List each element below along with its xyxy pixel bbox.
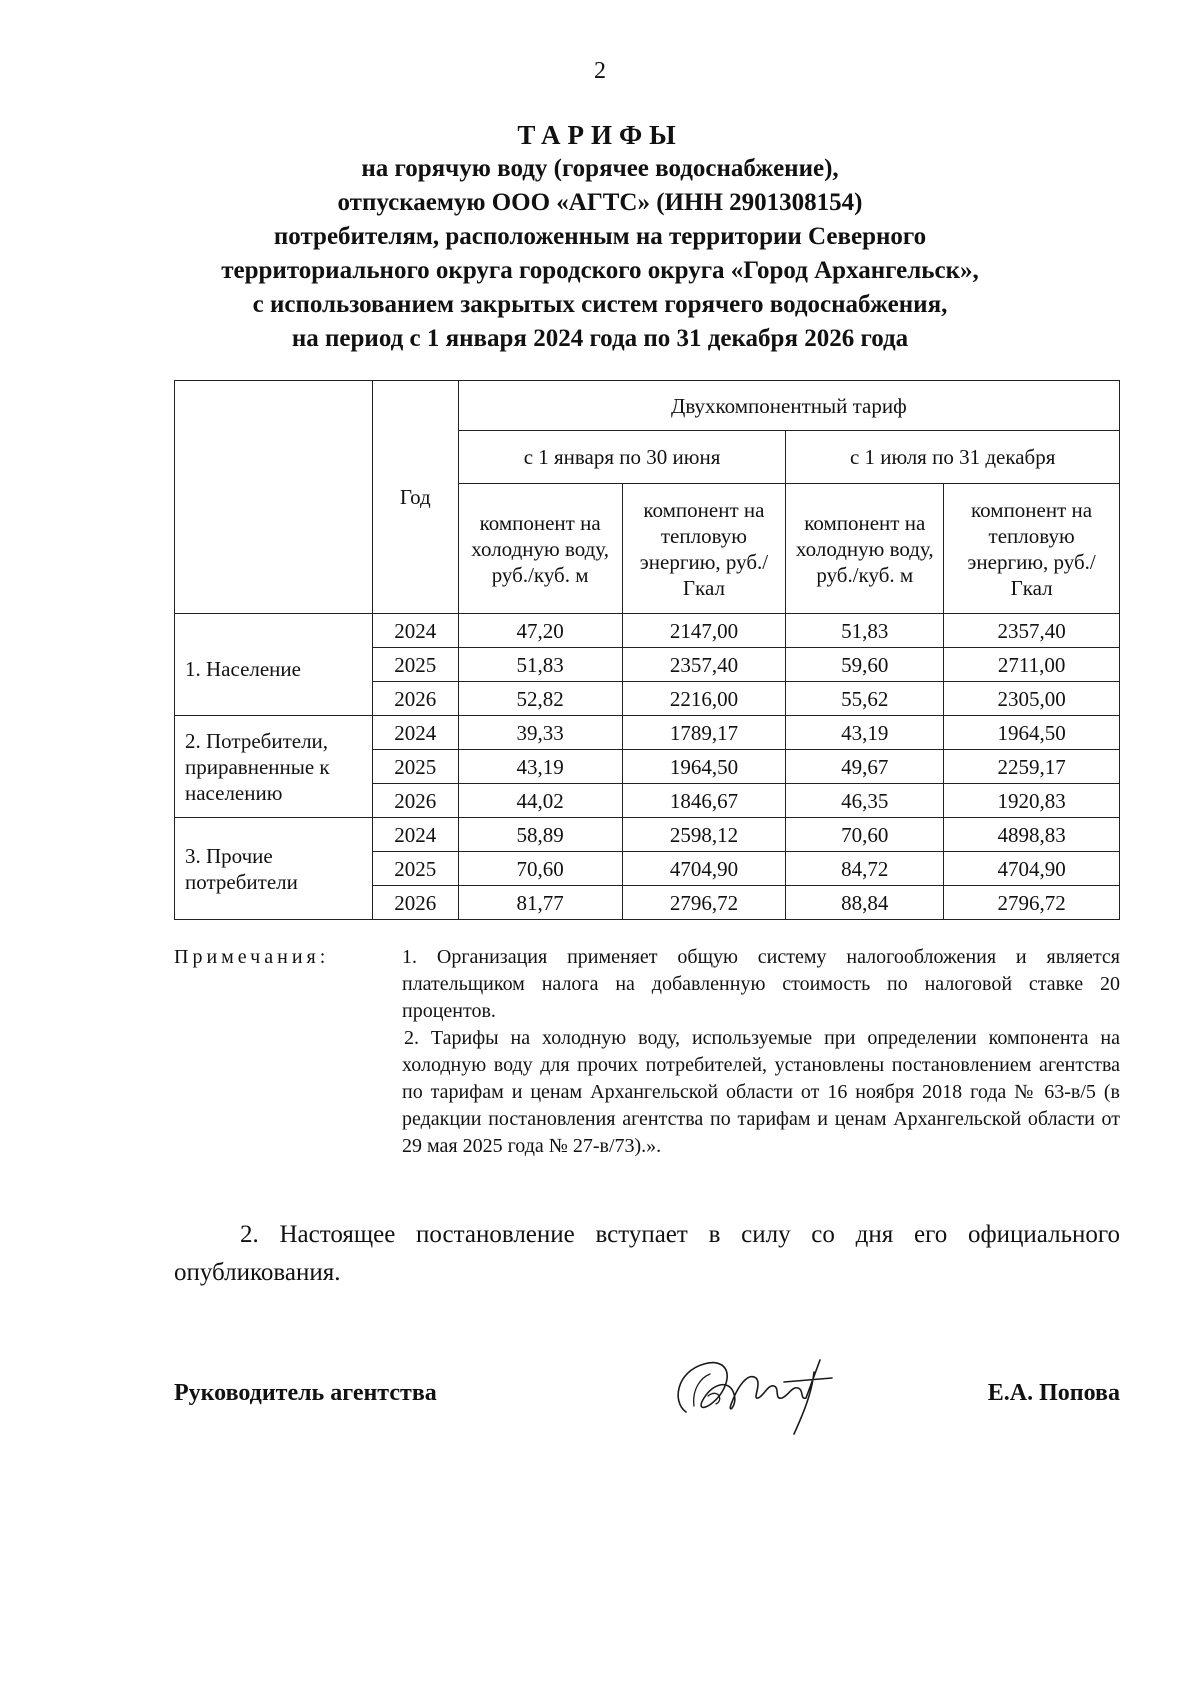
header-period-2: с 1 июля по 31 декабря: [786, 431, 1120, 484]
value-cell: 2796,72: [944, 886, 1120, 920]
signature-block: [174, 1350, 1120, 1440]
header-period-1: с 1 января по 30 июня: [458, 431, 786, 484]
value-cell: 4898,83: [944, 818, 1120, 852]
year-cell: 2024: [372, 614, 458, 648]
table-row: [175, 614, 1120, 648]
value-cell: 2147,00: [622, 614, 786, 648]
header-col-heat-2: компонент на тепловую энергию, руб./Гкал: [944, 484, 1120, 614]
year-cell: 2025: [372, 750, 458, 784]
value-cell: 2357,40: [944, 614, 1120, 648]
title-line: территориального округа городского округа «Город Архангельск»,: [221, 257, 979, 284]
value-cell: 70,60: [786, 818, 944, 852]
value-cell: 2598,12: [622, 818, 786, 852]
value-cell: 1846,67: [622, 784, 786, 818]
value-cell: 55,62: [786, 682, 944, 716]
header-empty-cell: [175, 381, 373, 614]
value-cell: 2259,17: [944, 750, 1120, 784]
tariff-table: [174, 380, 1120, 920]
value-cell: 81,77: [458, 886, 622, 920]
notes-body: [402, 944, 1120, 1160]
value-cell: 39,33: [458, 716, 622, 750]
table-row: [175, 716, 1120, 750]
table-row: [175, 818, 1120, 852]
value-cell: 2216,00: [622, 682, 786, 716]
value-cell: 4704,90: [622, 852, 786, 886]
value-cell: 70,60: [458, 852, 622, 886]
value-cell: 1920,83: [944, 784, 1120, 818]
value-cell: 58,89: [458, 818, 622, 852]
value-cell: 2796,72: [622, 886, 786, 920]
group-label-population: 1. Население: [175, 614, 373, 716]
signer-position: Руководитель агентства: [174, 1380, 437, 1406]
value-cell: 4704,90: [944, 852, 1120, 886]
title-line: на период с 1 января 2024 года по 31 декабря 2026 года: [291, 325, 909, 352]
title-line: с использованием закрытых систем горячего водоснабжения,: [252, 291, 948, 318]
value-cell: 84,72: [786, 852, 944, 886]
title-line: отпускаемую ООО «АГТС» (ИНН 2901308154): [337, 189, 863, 216]
value-cell: 46,35: [786, 784, 944, 818]
signer-name: Е.А. Попова: [987, 1380, 1120, 1406]
value-cell: 43,19: [786, 716, 944, 750]
note-item: 1. Организация применяет общую систему налогообложения и является плательщиком налога на добавленную стоимость по налоговой ставке 20 процентов.: [402, 946, 1120, 1022]
year-cell: 2025: [372, 852, 458, 886]
header-col-heat-1: компонент на тепловую энергию, руб./Гкал: [622, 484, 786, 614]
value-cell: 2305,00: [944, 682, 1120, 716]
notes-label: Примечания:: [174, 946, 330, 968]
note-item: 2. Тарифы на холодную воду, используемые при определении компонента на холодную воду для прочих потребителей, установлены постановлением агентства по тарифам и ценам Архангельской области от 16 ноября 2018 года № 63-в/5 (в редакции постановления агентства по тарифам и ценам Архангельской области от 29 мая 2025 года № 27-в/73).».: [402, 1027, 1120, 1157]
header-tariff: Двухкомпонентный тариф: [458, 381, 1119, 431]
value-cell: 52,82: [458, 682, 622, 716]
title-line: потребителям, расположенным на территории Северного: [273, 223, 927, 250]
value-cell: 2711,00: [944, 648, 1120, 682]
value-cell: 51,83: [786, 614, 944, 648]
value-cell: 59,60: [786, 648, 944, 682]
value-cell: 2357,40: [622, 648, 786, 682]
value-cell: 43,19: [458, 750, 622, 784]
year-cell: 2024: [372, 716, 458, 750]
title-main: ТАРИФЫ: [517, 120, 683, 150]
group-label-other-consumers: 3. Прочие потребители: [175, 818, 373, 920]
value-cell: 1964,50: [944, 716, 1120, 750]
year-cell: 2026: [372, 784, 458, 818]
header-year: Год: [372, 381, 458, 614]
value-cell: 1964,50: [622, 750, 786, 784]
title-line: на горячую воду (горячее водоснабжение),: [361, 155, 839, 182]
value-cell: 88,84: [786, 886, 944, 920]
page-number: 2: [594, 58, 606, 84]
value-cell: 47,20: [458, 614, 622, 648]
header-col-cold-2: компонент на холодную воду, руб./куб. м: [786, 484, 944, 614]
notes-section: [174, 944, 1120, 1160]
value-cell: 44,02: [458, 784, 622, 818]
value-cell: 49,67: [786, 750, 944, 784]
handwritten-signature: [664, 1342, 844, 1442]
year-cell: 2026: [372, 886, 458, 920]
value-cell: 1789,17: [622, 716, 786, 750]
effective-date-clause: 2. Настоящее постановление вступает в силу со дня его официального опубликования.: [174, 1221, 1120, 1286]
year-cell: 2026: [372, 682, 458, 716]
group-label-equivalent-consumers: 2. Потребители, приравненные к населению: [175, 716, 373, 818]
header-col-cold-1: компонент на холодную воду, руб./куб. м: [458, 484, 622, 614]
year-cell: 2024: [372, 818, 458, 852]
value-cell: 51,83: [458, 648, 622, 682]
document-title: [150, 118, 1050, 356]
year-cell: 2025: [372, 648, 458, 682]
